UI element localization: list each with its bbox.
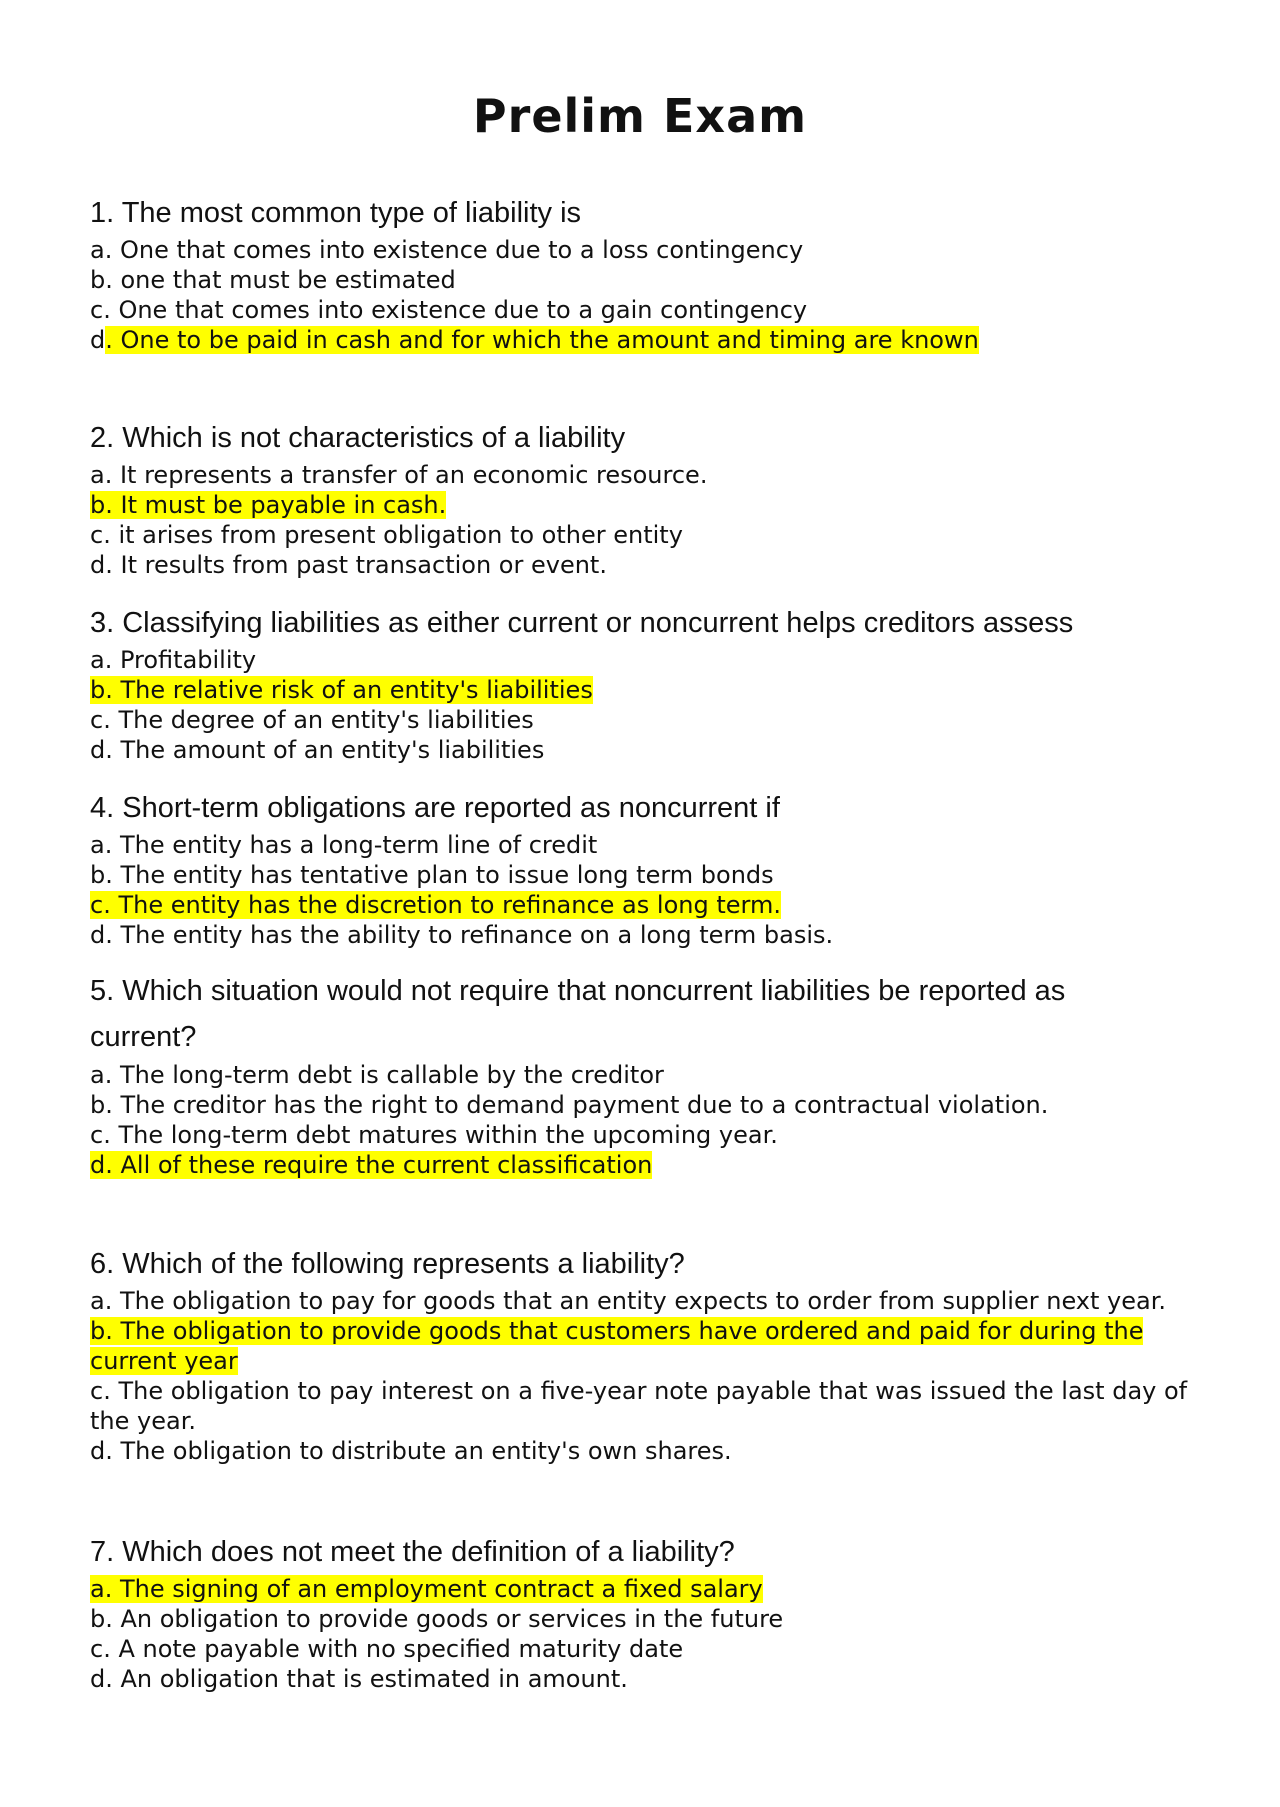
question-3 [90, 601, 1190, 765]
option-c: c. A note payable with no specified maturity date [90, 1635, 684, 1663]
option-list [90, 235, 1190, 355]
highlighted-answer: b. The relative risk of an entity's liabilities [90, 676, 593, 704]
question-text: 7. Which does not meet the definition of a liability? [90, 1536, 735, 1568]
question-5 [90, 968, 1150, 1180]
option-b: b. An obligation to provide goods or services in the future [90, 1605, 784, 1633]
question-6 [90, 1242, 1190, 1466]
option-d [90, 1150, 1150, 1180]
option-list [90, 1286, 1190, 1466]
option-c: c. The long-term debt matures within the upcoming year. [90, 1121, 778, 1149]
question-text: 1. The most common type of liability is [90, 197, 582, 229]
option-d [90, 325, 1190, 355]
option-c: c. The obligation to pay interest on a five-year note payable that was issued the last day of the year. [90, 1377, 1188, 1435]
question-4 [90, 786, 1190, 950]
question-2 [90, 416, 1190, 580]
option-d-letter: d [90, 326, 106, 354]
question-text: 4. Short-term obligations are reported as noncurrent if [90, 792, 780, 824]
highlighted-answer: a. The signing of an employment contract a fixed salary [90, 1575, 763, 1603]
question-7 [90, 1530, 1190, 1694]
option-list [90, 1060, 1150, 1180]
question-text: 3. Classifying liabilities as either current or noncurrent helps creditors assess [90, 607, 1074, 639]
option-b: b. The entity has tentative plan to issue long term bonds [90, 861, 774, 889]
question-text: 6. Which of the following represents a liability? [90, 1248, 685, 1280]
option-list [90, 460, 1190, 580]
option-a: a. The long-term debt is callable by the creditor [90, 1061, 664, 1089]
option-d: d. An obligation that is estimated in amount. [90, 1665, 628, 1693]
option-d: d. The obligation to distribute an entity's own shares. [90, 1437, 732, 1465]
option-b [90, 1316, 1190, 1376]
question-text: 2. Which is not characteristics of a liability [90, 422, 626, 454]
highlighted-answer: b. The obligation to provide goods that customers have ordered and paid for during the current year [90, 1317, 1144, 1375]
option-a: a. The entity has a long-term line of credit [90, 831, 598, 859]
option-a [90, 1574, 1190, 1604]
option-c: c. it arises from present obligation to other entity [90, 521, 683, 549]
option-c: c. The degree of an entity's liabilities [90, 706, 534, 734]
option-c [90, 890, 1190, 920]
highlighted-answer: c. The entity has the discretion to refinance as long term. [90, 891, 781, 919]
option-b [90, 675, 1190, 705]
option-b: b. one that must be estimated [90, 266, 456, 294]
option-a: a. The obligation to pay for goods that an entity expects to order from supplier next year. [90, 1287, 1166, 1315]
question-1 [90, 191, 1190, 355]
option-d: d. The entity has the ability to refinance on a long term basis. [90, 921, 834, 949]
option-list [90, 645, 1190, 765]
highlighted-answer: d. All of these require the current classification [90, 1151, 653, 1179]
question-text: 5. Which situation would not require that noncurrent liabilities be reported as current? [90, 975, 1066, 1053]
option-b: b. The creditor has the right to demand payment due to a contractual violation. [90, 1091, 1049, 1119]
page-title: Prelim Exam [472, 89, 808, 143]
option-list [90, 830, 1190, 950]
option-a: a. Profitability [90, 646, 257, 674]
highlighted-answer: . One to be paid in cash and for which the amount and timing are known [105, 326, 979, 354]
option-c: c. One that comes into existence due to a gain contingency [90, 296, 808, 324]
option-b [90, 490, 1190, 520]
option-d: d. The amount of an entity's liabilities [90, 736, 545, 764]
option-d: d. It results from past transaction or event. [90, 551, 607, 579]
option-list [90, 1574, 1190, 1694]
highlighted-answer: b. It must be payable in cash. [90, 491, 447, 519]
option-a: a. It represents a transfer of an economic resource. [90, 461, 708, 489]
option-a: a. One that comes into existence due to a loss contingency [90, 236, 804, 264]
